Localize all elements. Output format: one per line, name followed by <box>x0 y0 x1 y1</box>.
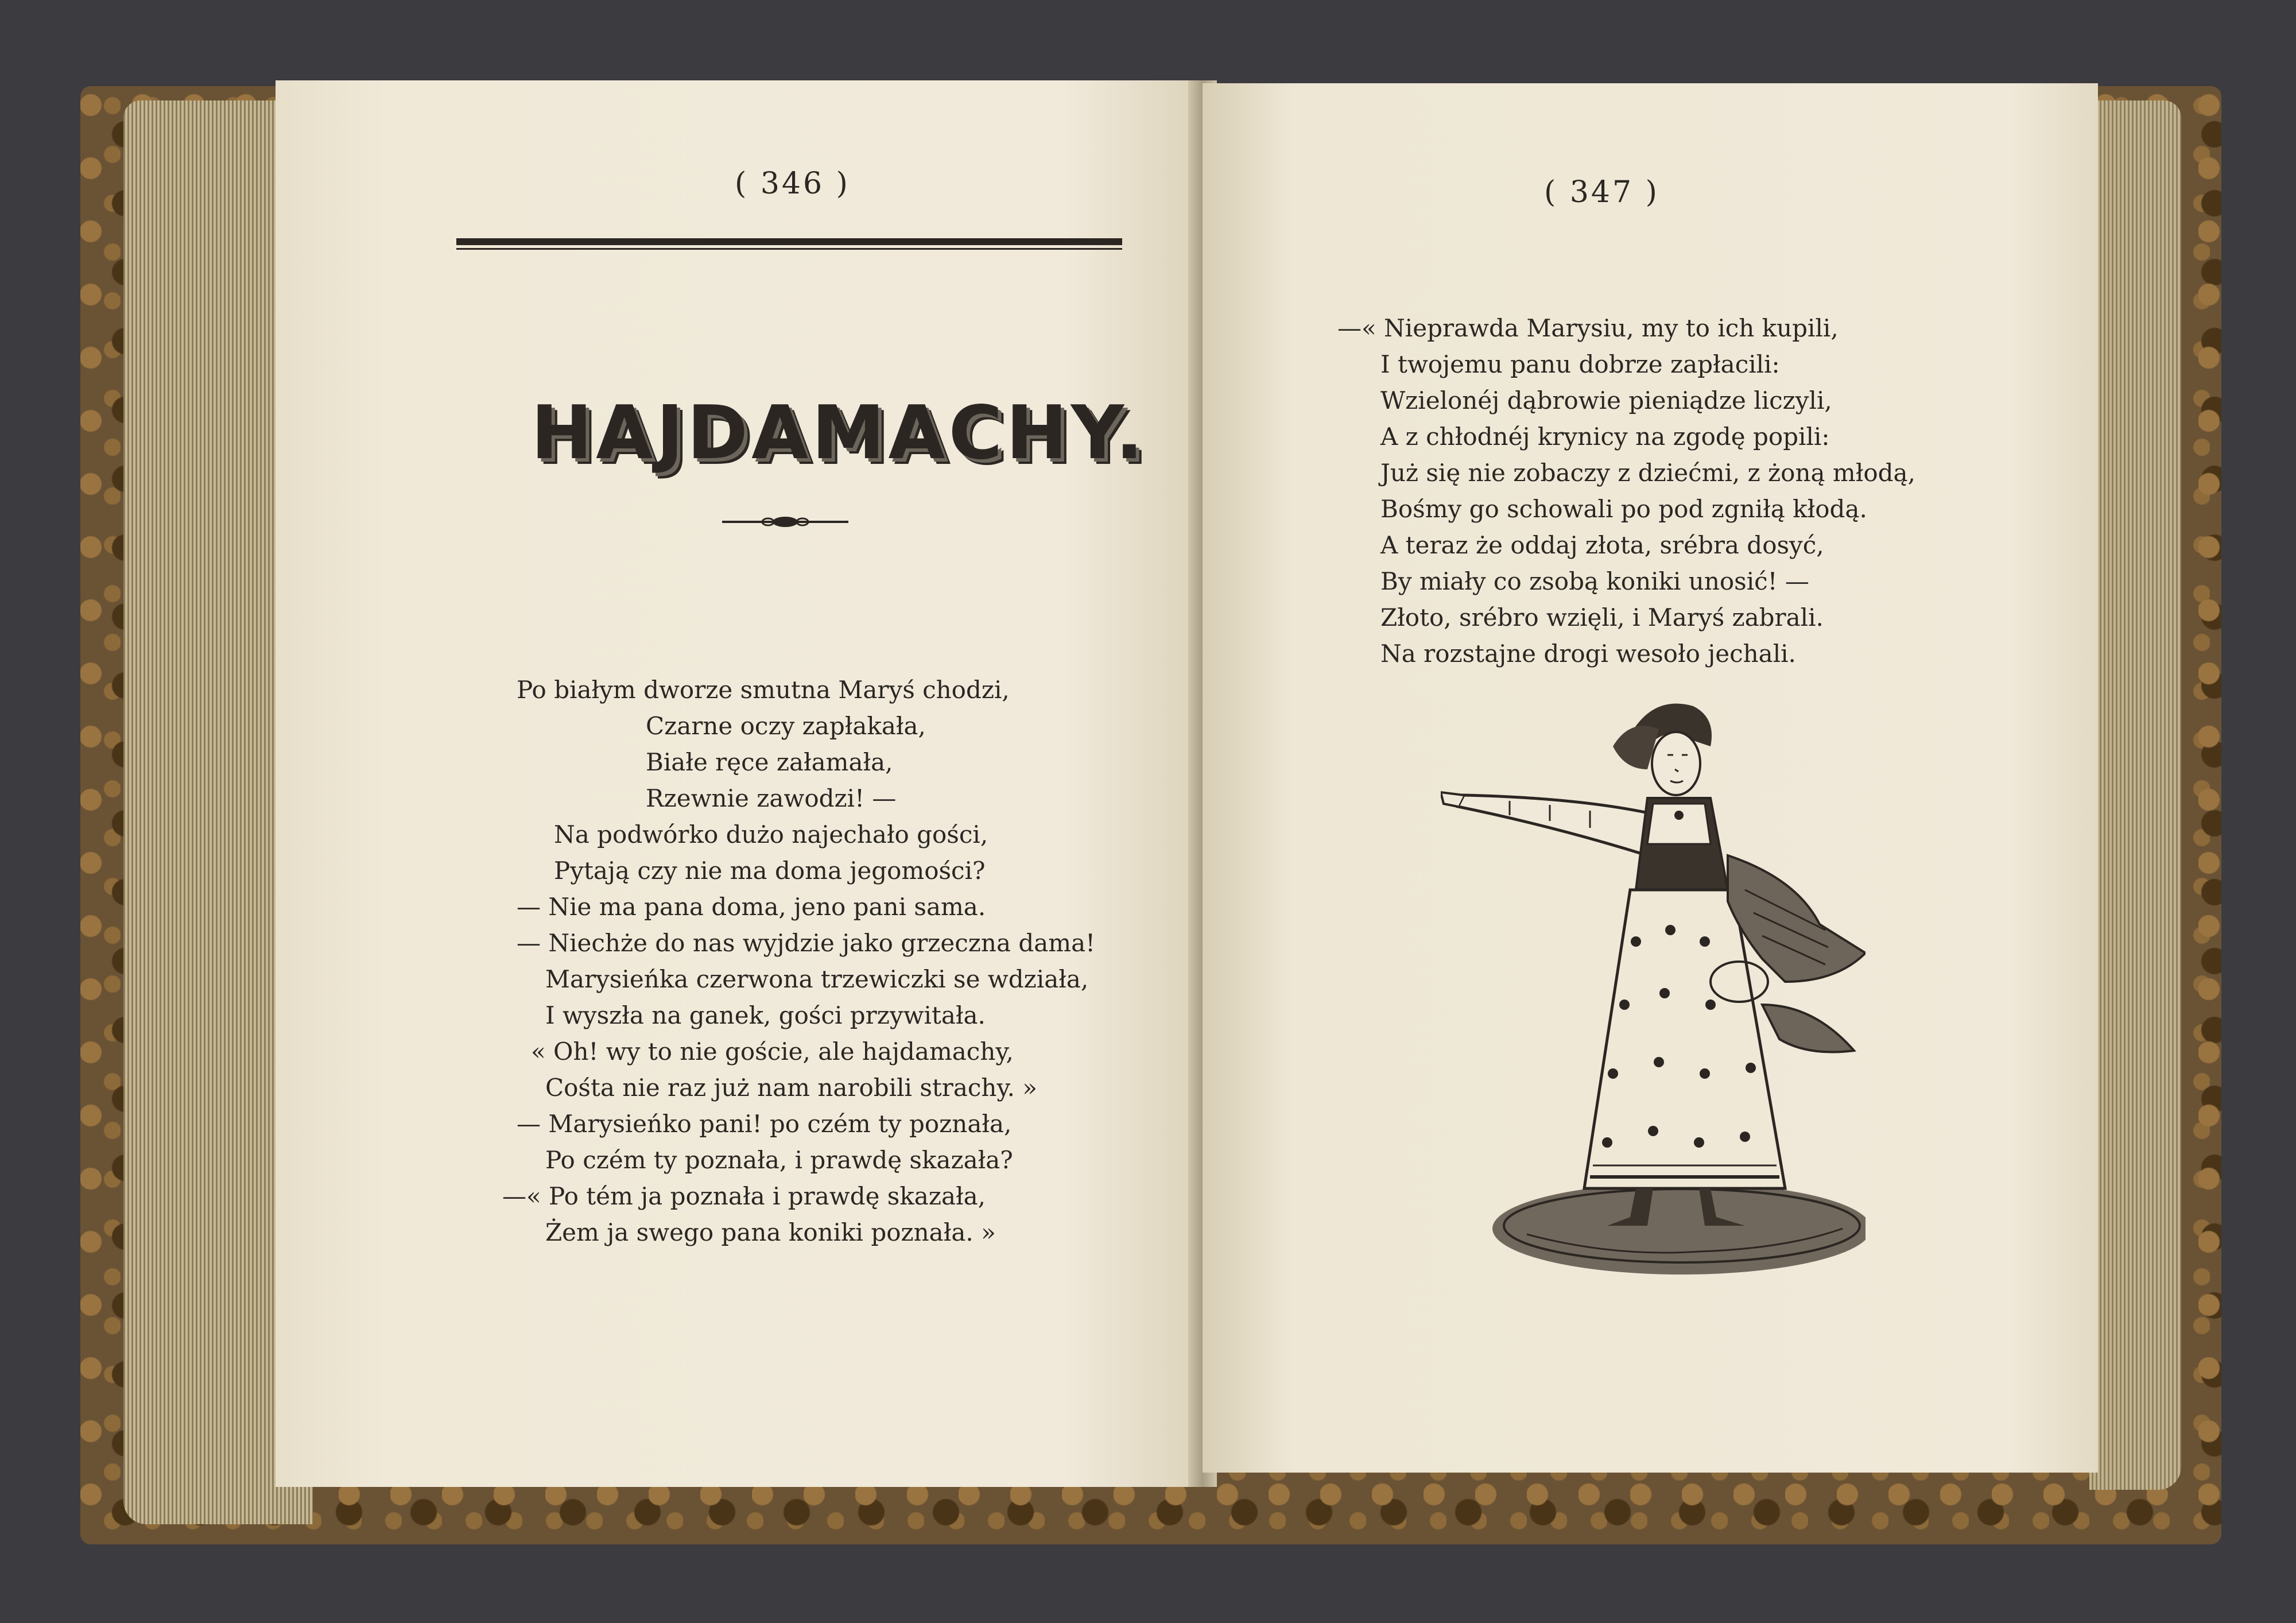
verse-line: A z chłodnéj krynicy na zgodę popili: <box>1380 423 1830 451</box>
verse-line: Pytają czy nie ma doma jegomości? <box>554 857 986 885</box>
woodcut-woman-illustration <box>1441 683 1865 1332</box>
verse-line: — Nie ma pana doma, jeno pani sama. <box>517 893 986 921</box>
verse-line: I wyszła na ganek, gości przywitała. <box>545 1001 986 1029</box>
verse-line: Cośta nie raz już nam narobili strachy. » <box>545 1074 1038 1102</box>
verse-line: — Niechże do nas wyjdzie jako grzeczna dama! <box>517 929 1096 957</box>
verse-line: Rzewnie zawodzi! — <box>646 784 897 812</box>
verse-line: —« Po tém ja poznała i prawdę skazała, <box>502 1182 986 1210</box>
verse-line: Już się nie zobaczy z dziećmi, z żoną młodą, <box>1380 459 1915 487</box>
verse-line: — Marysieńko pani! po czém ty poznała, <box>517 1110 1012 1138</box>
verse-line: I twojemu panu dobrze zapłacili: <box>1380 350 1780 378</box>
verse-line: A teraz że oddaj złota, srébra dosyć, <box>1380 531 1824 559</box>
page-edges-right <box>2089 100 2181 1490</box>
left-page <box>276 80 1203 1487</box>
verse-line: Bośmy go schowali po pod zgniłą kłodą. <box>1380 495 1867 523</box>
verse-line: Złoto, srébro wzięli, i Maryś zabrali. <box>1380 603 1824 632</box>
header-rule-thin <box>456 248 1122 250</box>
verse-line: Czarne oczy zapłakała, <box>646 712 926 740</box>
ornament-divider <box>722 514 848 530</box>
verse-line: « Oh! wy to nie goście, ale hajdamachy, <box>531 1037 1014 1066</box>
verse-line: Na podwórko dużo najechało gości, <box>554 820 988 849</box>
right-page <box>1203 83 2098 1473</box>
header-rule <box>456 238 1122 245</box>
verse-line: Marysieńka czerwona trzewiczki se wdziała, <box>545 965 1089 993</box>
poem-title: HAJDAMACHY. <box>531 390 1147 476</box>
poem-text <box>276 672 1203 1250</box>
verse-line: Białe ręce załamała, <box>646 748 893 776</box>
page-number: ( 347 ) <box>1544 175 1659 210</box>
page-number: ( 346 ) <box>735 166 850 201</box>
verse-line: —« Nieprawda Marysiu, my to ich kupili, <box>1337 314 1839 342</box>
verse-line: Po białym dworze smutna Maryś chodzi, <box>517 676 1010 704</box>
verse-line: Po czém ty poznała, i prawdę skazała? <box>545 1146 1013 1174</box>
poem-text <box>1203 310 2098 672</box>
verse-line: By miały co zsobą koniki unosić! — <box>1380 567 1809 595</box>
verse-line: Na rozstajne drogi wesoło jechali. <box>1380 640 1796 668</box>
verse-line: Żem ja swego pana koniki poznała. » <box>545 1218 996 1246</box>
verse-line: Wzielonéj dąbrowie pieniądze liczyli, <box>1380 386 1832 415</box>
